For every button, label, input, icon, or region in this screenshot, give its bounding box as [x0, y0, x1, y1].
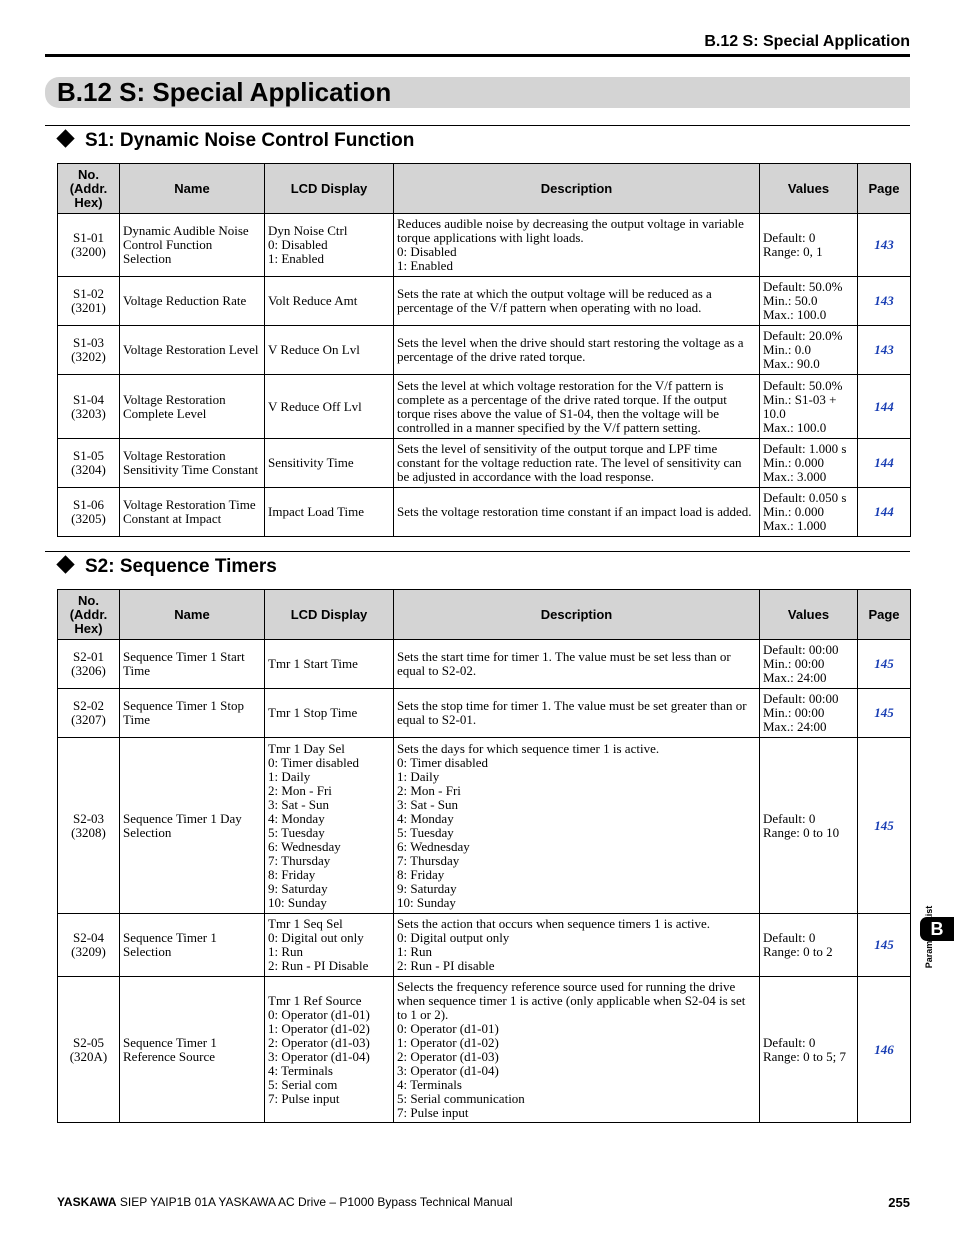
page-link[interactable]: 143 [874, 237, 894, 252]
running-head: B.12 S: Special Application [704, 33, 910, 50]
page-link[interactable]: 143 [874, 342, 894, 357]
param-name: Voltage Restoration Complete Level [120, 375, 265, 439]
param-values: Default: 00:00 Min.: 00:00 Max.: 24:00 [760, 689, 858, 738]
section-heading-s2 [57, 555, 277, 579]
param-name: Voltage Restoration Level [120, 326, 265, 375]
table-row [58, 439, 911, 488]
page-link[interactable]: 144 [874, 398, 894, 414]
header-name: Name [120, 164, 265, 214]
param-lcd: Tmr 1 Start Time [265, 640, 394, 689]
header-no: No. (Addr. Hex) [58, 590, 120, 640]
table-row [58, 738, 911, 914]
param-values: Default: 50.0% Min.: S1-03 + 10.0 Max.: 100.0 [760, 375, 858, 439]
footer-brand: YASKAWA [57, 1195, 117, 1209]
param-lcd: Tmr 1 Ref Source 0: Operator (d1-01) 1: Operator (d1-02) 2: Operator (d1-03) 3: Operator (d1-04) 4: Terminals 5: Serial com 7: Pulse input [265, 977, 394, 1123]
page-link[interactable]: 144 [874, 504, 894, 519]
param-number: S2-01 (3206) [58, 640, 120, 689]
table-row [58, 640, 911, 689]
param-lcd: Tmr 1 Stop Time [265, 689, 394, 738]
param-values: Default: 00:00 Min.: 00:00 Max.: 24:00 [760, 640, 858, 689]
page-link[interactable]: 145 [874, 937, 894, 952]
header-description: Description [394, 590, 760, 640]
param-description: Sets the days for which sequence timer 1 is active. 0: Timer disabled 1: Daily 2: Mon - Fri 3: Sat - Sun 4: Monday 5: Tuesday 6: Wednesday 7: Thursday 8: Friday 9: Saturday 10: Sunday [394, 738, 760, 914]
param-lcd: Volt Reduce Amt [265, 277, 394, 326]
param-number: S2-05 (320A) [58, 977, 120, 1123]
section-rule [45, 125, 910, 126]
param-values: Default: 20.0% Min.: 0.0 Max.: 90.0 [760, 326, 858, 375]
page-number: 255 [888, 1195, 910, 1210]
param-description: Sets the level when the drive should start restoring the voltage as a percentage of the drive rated torque. [394, 326, 760, 375]
page-link[interactable]: 145 [874, 656, 894, 671]
footer-manual-title: SIEP YAIP1B 01A YASKAWA AC Drive – P1000 Bypass Technical Manual [116, 1195, 513, 1209]
param-number: S1-03 (3202) [58, 326, 120, 375]
param-number: S2-04 (3209) [58, 914, 120, 977]
param-lcd: Impact Load Time [265, 488, 394, 537]
section-rule [45, 551, 910, 552]
param-description: Sets the level at which voltage restoration for the V/f pattern is complete as a percentage of the drive rated torque. If the output torque rises above the value of S1-04, then the voltage will be controlled in a manner specified by the V/f pattern setting. [394, 375, 760, 439]
page-title: B.12 S: Special Application [57, 77, 392, 107]
section-heading-text: S1: Dynamic Noise Control Function [85, 130, 415, 151]
param-name: Sequence Timer 1 Stop Time [120, 689, 265, 738]
param-values: Default: 0.050 s Min.: 0.000 Max.: 1.000 [760, 488, 858, 537]
param-description: Sets the rate at which the output voltage will be reduced as a percentage of the V/f pattern when operating with no load. [394, 277, 760, 326]
param-description: Selects the frequency reference source used for running the drive when sequence timer 1 is active (only applicable when S2-04 is set to 1 or 2). 0: Operator (d1-01) 1: Operator (d1-02) 2: Operator (d1-03) 3: Operator (d1-04) 4: Terminals 5: Serial communication 7: Pulse input [394, 977, 760, 1123]
param-number: S1-05 (3204) [58, 439, 120, 488]
diamond-bullet-icon [56, 129, 74, 147]
page-link[interactable]: 145 [874, 705, 894, 720]
param-description: Sets the voltage restoration time constant if an impact load is added. [394, 488, 760, 537]
param-name: Sequence Timer 1 Start Time [120, 640, 265, 689]
header-values: Values [760, 590, 858, 640]
page-link[interactable]: 143 [874, 293, 894, 308]
table-header-row [58, 164, 911, 214]
param-name: Sequence Timer 1 Reference Source [120, 977, 265, 1123]
page-link[interactable]: 145 [874, 817, 894, 833]
table-row [58, 914, 911, 977]
param-values: Default: 50.0% Min.: 50.0 Max.: 100.0 [760, 277, 858, 326]
table-row [58, 689, 911, 738]
param-lcd: Dyn Noise Ctrl 0: Disabled 1: Enabled [265, 214, 394, 277]
param-values: Default: 1.000 s Min.: 0.000 Max.: 3.000 [760, 439, 858, 488]
parameter-table-s2 [57, 589, 911, 1123]
param-number: S1-02 (3201) [58, 277, 120, 326]
page-link[interactable]: 144 [874, 455, 894, 470]
title-bar [45, 77, 910, 108]
param-name: Voltage Restoration Time Constant at Impact [120, 488, 265, 537]
param-values: Default: 0 Range: 0, 1 [760, 214, 858, 277]
param-lcd: V Reduce On Lvl [265, 326, 394, 375]
header-rule [45, 54, 910, 57]
table-row [58, 277, 911, 326]
param-description: Sets the start time for timer 1. The value must be set less than or equal to S2-02. [394, 640, 760, 689]
table-row [58, 375, 911, 439]
param-description: Reduces audible noise by decreasing the output voltage in variable torque applications with light loads. 0: Disabled 1: Enabled [394, 214, 760, 277]
param-values: Default: 0 Range: 0 to 2 [760, 914, 858, 977]
param-values: Default: 0 Range: 0 to 5; 7 [760, 977, 858, 1123]
table-row [58, 326, 911, 375]
param-name: Sequence Timer 1 Day Selection [120, 738, 265, 914]
param-name: Voltage Restoration Sensitivity Time Constant [120, 439, 265, 488]
diamond-bullet-icon [56, 555, 74, 573]
param-lcd: V Reduce Off Lvl [265, 375, 394, 439]
param-number: S1-01 (3200) [58, 214, 120, 277]
table-row [58, 488, 911, 537]
header-no: No. (Addr. Hex) [58, 164, 120, 214]
header-page: Page [858, 590, 911, 640]
param-name: Dynamic Audible Noise Control Function Selection [120, 214, 265, 277]
param-lcd: Tmr 1 Day Sel 0: Timer disabled 1: Daily 2: Mon - Fri 3: Sat - Sun 4: Monday 5: Tuesday 6: Wednesday 7: Thursday 8: Friday 9: Saturday 10: Sunday [265, 738, 394, 914]
table-row [58, 977, 911, 1123]
table-header-row [58, 590, 911, 640]
header-values: Values [760, 164, 858, 214]
section-heading-text: S2: Sequence Timers [85, 556, 277, 577]
param-number: S1-04 (3203) [58, 375, 120, 439]
param-name: Voltage Reduction Rate [120, 277, 265, 326]
param-description: Sets the stop time for timer 1. The value must be set greater than or equal to S2-01. [394, 689, 760, 738]
param-number: S2-02 (3207) [58, 689, 120, 738]
page-link[interactable]: 146 [874, 1041, 894, 1057]
header-lcd: LCD Display [265, 590, 394, 640]
param-description: Sets the action that occurs when sequence timers 1 is active. 0: Digital output only 1: Run 2: Run - PI disable [394, 914, 760, 977]
table-row [58, 214, 911, 277]
header-page: Page [858, 164, 911, 214]
param-lcd: Sensitivity Time [265, 439, 394, 488]
param-number: S1-06 (3205) [58, 488, 120, 537]
appendix-tab[interactable]: B [920, 917, 954, 941]
param-number: S2-03 (3208) [58, 738, 120, 914]
footer-text [57, 1195, 513, 1209]
header-name: Name [120, 590, 265, 640]
section-heading-s1 [57, 129, 414, 153]
header-description: Description [394, 164, 760, 214]
param-lcd: Tmr 1 Seq Sel 0: Digital out only 1: Run 2: Run - PI Disable [265, 914, 394, 977]
param-values: Default: 0 Range: 0 to 10 [760, 738, 858, 914]
param-description: Sets the level of sensitivity of the output torque and LPF time constant for the voltage reduction rate. The level of sensitivity can be adjusted in accordance with the load response. [394, 439, 760, 488]
parameter-table-s1 [57, 163, 911, 537]
param-name: Sequence Timer 1 Selection [120, 914, 265, 977]
header-lcd: LCD Display [265, 164, 394, 214]
